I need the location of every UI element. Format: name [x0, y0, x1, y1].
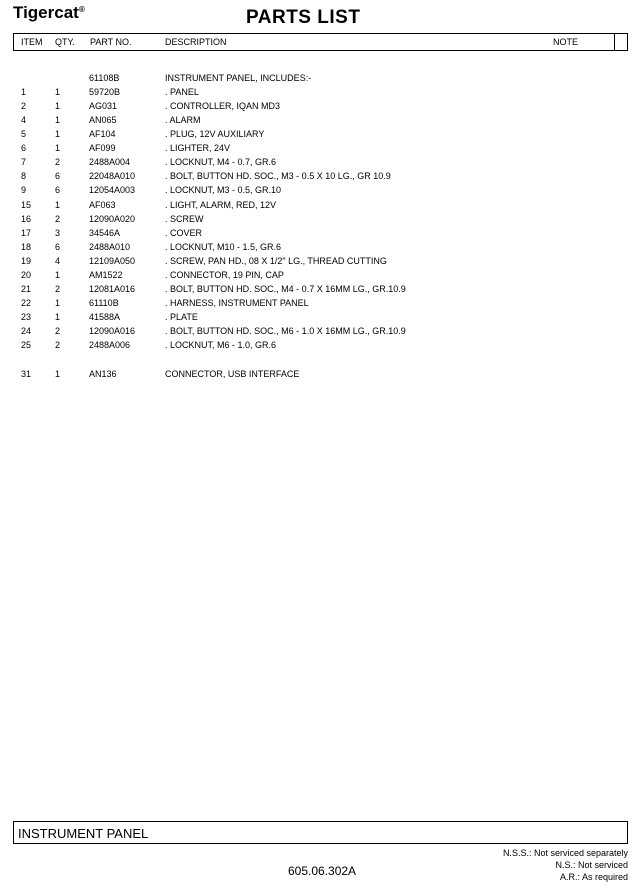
section-title-box — [13, 821, 628, 844]
table-row — [0, 156, 644, 168]
abbreviation-legend — [503, 847, 628, 883]
cell-part-no: AN065 — [89, 115, 117, 126]
cell-description: . ALARM — [165, 115, 201, 126]
page-number: 605.06.302A — [288, 864, 357, 878]
cell-qty: 2 — [55, 157, 61, 168]
header-divider — [614, 34, 615, 50]
cell-description: . PANEL — [165, 87, 199, 98]
table-row — [0, 72, 644, 84]
cell-part-no: 61110B — [89, 297, 119, 308]
brand-name: Tigercat — [13, 3, 79, 22]
cell-item: 23 — [21, 311, 32, 322]
cell-item: 21 — [21, 283, 32, 294]
cell-item: 24 — [21, 325, 32, 336]
page-title: PARTS LIST — [246, 7, 361, 28]
cell-description: . LOCKNUT, M3 - 0.5, GR.10 — [165, 185, 282, 196]
table-row — [0, 339, 644, 351]
table-row — [0, 199, 644, 211]
cell-part-no: 2488A004 — [89, 157, 131, 168]
cell-qty: 3 — [55, 227, 61, 238]
cell-description: . SCREW — [165, 213, 204, 224]
cell-item: 15 — [21, 199, 32, 210]
table-header — [13, 33, 628, 51]
cell-qty: 1 — [55, 297, 61, 308]
table-row — [0, 184, 644, 196]
cell-item: 5 — [21, 129, 27, 140]
cell-item: 20 — [21, 269, 32, 280]
cell-part-no: 22048A010 — [89, 171, 136, 182]
cell-description: . BOLT, BUTTON HD. SOC., M4 - 0.7 X 16MM LG., GR.10.9 — [165, 283, 406, 294]
registered-mark: ® — [78, 5, 85, 14]
table-row — [0, 170, 644, 182]
cell-description: . BOLT, BUTTON HD. SOC., M3 - 0.5 X 10 LG., GR 10.9 — [165, 171, 391, 182]
cell-qty: 2 — [55, 213, 61, 224]
cell-qty: 1 — [55, 143, 61, 154]
cell-description: CONNECTOR, USB INTERFACE — [165, 368, 300, 379]
cell-part-no: AN136 — [89, 368, 117, 379]
table-row — [0, 255, 644, 267]
cell-qty: 1 — [55, 115, 61, 126]
cell-item: 25 — [21, 339, 32, 350]
cell-part-no: 12090A016 — [89, 325, 136, 336]
table-row — [0, 128, 644, 140]
cell-description: . LIGHTER, 24V — [165, 143, 231, 154]
table-row — [0, 368, 644, 380]
cell-part-no: 2488A006 — [89, 339, 131, 350]
table-row — [0, 297, 644, 309]
cell-qty: 4 — [55, 255, 61, 266]
cell-qty: 6 — [55, 171, 61, 182]
table-row — [0, 241, 644, 253]
cell-qty: 6 — [55, 241, 61, 252]
cell-qty: 6 — [55, 185, 61, 196]
cell-part-no: 2488A010 — [89, 241, 131, 252]
cell-item: 19 — [21, 255, 32, 266]
cell-description: . HARNESS, INSTRUMENT PANEL — [165, 297, 309, 308]
cell-item: 31 — [21, 368, 32, 379]
cell-item: 6 — [21, 143, 27, 154]
table-row — [0, 114, 644, 126]
cell-part-no: 34546A — [89, 227, 121, 238]
cell-description: . BOLT, BUTTON HD. SOC., M6 - 1.0 X 16MM LG., GR.10.9 — [165, 325, 406, 336]
cell-item: 4 — [21, 115, 27, 126]
cell-part-no: AG031 — [89, 101, 118, 112]
cell-item: 9 — [21, 185, 27, 196]
column-header-item: ITEM — [21, 37, 43, 47]
legend-ar: A.R.: As required — [559, 872, 628, 882]
table-row — [0, 100, 644, 112]
cell-description: . CONNECTOR, 19 PIN, CAP — [165, 269, 284, 280]
column-header-description: DESCRIPTION — [165, 37, 227, 47]
cell-item: 1 — [21, 87, 27, 98]
cell-description: . PLUG, 12V AUXILIARY — [165, 129, 265, 140]
cell-description: . LIGHT, ALARM, RED, 12V — [165, 199, 277, 210]
cell-part-no: AM1522 — [89, 269, 123, 280]
cell-part-no: 12090A020 — [89, 213, 136, 224]
cell-part-no: 12054A003 — [89, 185, 136, 196]
cell-part-no: AF063 — [89, 199, 116, 210]
table-row — [0, 311, 644, 323]
cell-qty: 2 — [55, 339, 61, 350]
legend-nss: N.S.S.: Not serviced separately — [502, 848, 628, 858]
cell-description: . CONTROLLER, IQAN MD3 — [165, 101, 281, 112]
cell-qty: 1 — [55, 311, 61, 322]
table-row — [0, 86, 644, 98]
cell-qty: 1 — [55, 129, 61, 140]
cell-part-no: 12109A050 — [89, 255, 136, 266]
cell-qty: 1 — [55, 87, 61, 98]
tigercat-logo — [13, 3, 85, 23]
cell-item: 22 — [21, 297, 32, 308]
cell-part-no: 59720B — [89, 87, 121, 98]
cell-description: . SCREW, PAN HD., 08 X 1/2" LG., THREAD CUTTING — [165, 255, 387, 266]
cell-item: 2 — [21, 101, 27, 112]
legend-ns: N.S.: Not serviced — [555, 860, 628, 870]
cell-qty: 2 — [55, 283, 61, 294]
cell-description: . PLATE — [165, 311, 198, 322]
column-header-part-no: PART NO. — [90, 37, 132, 47]
cell-description: . LOCKNUT, M4 - 0.7, GR.6 — [165, 157, 277, 168]
column-header-qty: QTY. — [55, 37, 75, 47]
table-row — [0, 325, 644, 337]
cell-item: 16 — [21, 213, 32, 224]
cell-qty: 1 — [55, 269, 61, 280]
table-row — [0, 227, 644, 239]
cell-item: 7 — [21, 157, 27, 168]
cell-qty: 1 — [55, 101, 61, 112]
cell-qty: 1 — [55, 199, 61, 210]
table-row — [0, 269, 644, 281]
table-row — [0, 142, 644, 154]
cell-part-no: AF104 — [89, 129, 116, 140]
cell-qty: 2 — [55, 325, 61, 336]
cell-item: 8 — [21, 171, 27, 182]
table-row — [0, 283, 644, 295]
cell-part-no: 41588A — [89, 311, 121, 322]
cell-part-no: 12081A016 — [89, 283, 136, 294]
cell-description: . LOCKNUT, M6 - 1.0, GR.6 — [165, 339, 277, 350]
cell-description: . LOCKNUT, M10 - 1.5, GR.6 — [165, 241, 282, 252]
cell-qty: 1 — [55, 368, 61, 379]
cell-part-no: 61108B — [89, 73, 120, 83]
cell-part-no: AF099 — [89, 143, 116, 154]
section-title: INSTRUMENT PANEL — [18, 826, 149, 841]
cell-description: . COVER — [165, 227, 203, 238]
cell-item: 17 — [21, 227, 32, 238]
cell-description: INSTRUMENT PANEL, INCLUDES:- — [165, 73, 312, 83]
table-row — [0, 213, 644, 225]
cell-item: 18 — [21, 241, 32, 252]
column-header-note: NOTE — [553, 37, 579, 47]
